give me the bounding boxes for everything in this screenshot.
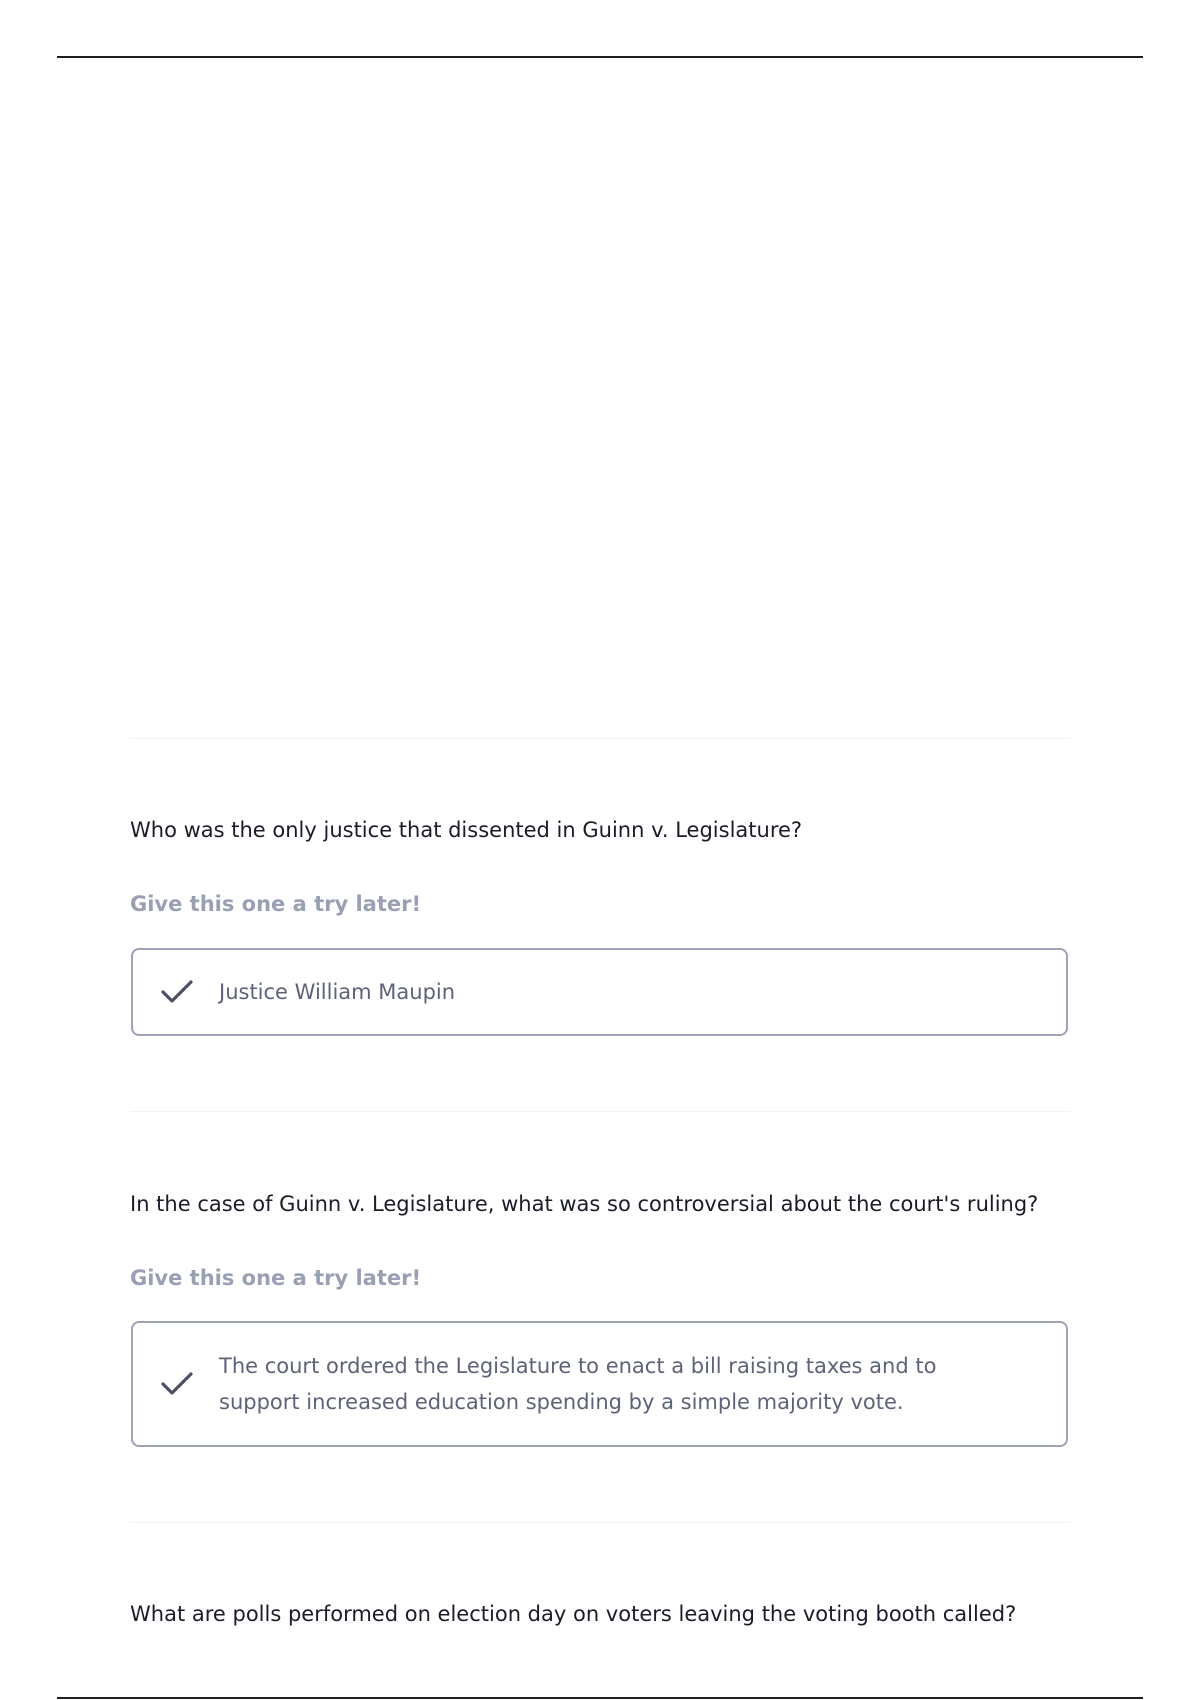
question-text: In the case of Guinn v. Legislature, what was so controversial about the court's ruling? xyxy=(130,1192,1039,1216)
page-bottom-rule xyxy=(57,1697,1143,1699)
check-icon xyxy=(160,1371,194,1397)
card-divider xyxy=(130,1111,1071,1112)
question-text: Who was the only justice that dissented in Guinn v. Legislature? xyxy=(130,818,803,842)
answer-card[interactable] xyxy=(131,1321,1068,1447)
try-later-hint: Give this one a try later! xyxy=(130,1266,422,1290)
question-text: What are polls performed on election day on voters leaving the voting booth called? xyxy=(130,1602,1017,1626)
answer-text: Justice William Maupin xyxy=(219,980,456,1004)
answer-card[interactable] xyxy=(131,948,1068,1036)
card-divider xyxy=(130,738,1071,739)
try-later-hint: Give this one a try later! xyxy=(130,892,422,916)
card-divider xyxy=(130,1522,1071,1523)
page-top-rule xyxy=(57,56,1143,58)
check-icon xyxy=(160,979,194,1005)
answer-text: The court ordered the Legislature to enact a bill raising taxes and to support increased education spending by a simple majority vote. xyxy=(219,1354,937,1414)
